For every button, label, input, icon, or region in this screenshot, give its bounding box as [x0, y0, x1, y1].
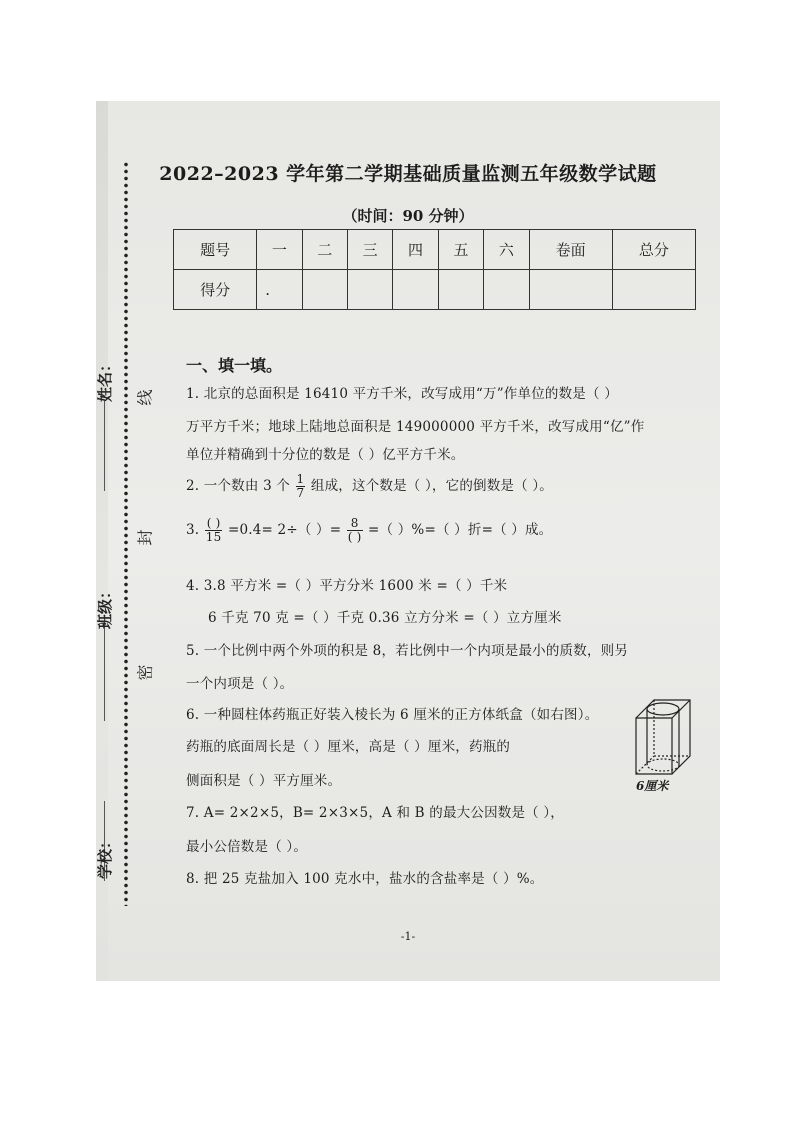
q6-line1: 6. 一种圆柱体药瓶正好装入棱长为 6 厘米的正方体纸盒（如右图）。: [186, 707, 599, 723]
q2-fraction-numerator: 1: [296, 472, 305, 486]
q5-line2: 一个内项是（ ）。: [186, 676, 294, 692]
school-label: 学校：: [96, 833, 115, 880]
q2: [186, 473, 553, 500]
q3-middle: =0.4= 2÷（ ）=: [227, 522, 342, 538]
score-cell[interactable]: [347, 270, 392, 310]
score-cell[interactable]: [302, 270, 347, 310]
binding-line-name: [104, 401, 105, 491]
page-number: -1-: [400, 930, 416, 943]
q3-fraction-2: [347, 517, 363, 544]
q2-fraction: [296, 473, 306, 500]
exam-time: （时间：90 分钟）: [342, 207, 474, 225]
exam-title: 2022–2023 学年第二学期基础质量监测五年级数学试题: [159, 163, 657, 185]
q1-line2: 万平方千米；地球上陆地总面积是 149000000 平方千米，改写成用“亿”作: [186, 419, 645, 435]
score-header-cell: 三: [347, 230, 392, 270]
score-header-cell: 一: [257, 230, 302, 270]
cube-cylinder-figure: [632, 696, 694, 776]
score-cell[interactable]: [393, 270, 438, 310]
binding-char-line: 线: [135, 389, 155, 406]
score-table: [173, 229, 696, 310]
q1-line3: 单位并精确到十分位的数是（ ）亿平方千米。: [186, 447, 465, 463]
cube-top-edge: [672, 700, 690, 718]
score-header-cell: 题号: [174, 230, 257, 270]
binding-char-seal: 封: [135, 529, 155, 546]
q3-fraction-2-denominator: ( ): [347, 530, 362, 544]
score-cell[interactable]: [612, 270, 695, 310]
score-header-cell: 五: [438, 230, 483, 270]
cylinder-top: [647, 703, 679, 715]
q4-line1: 4. 3.8 平方米 =（ ）平方分米 1600 米 =（ ）千米: [186, 578, 508, 594]
cube-edge-label: 6厘米: [636, 779, 669, 793]
class-label: 班级：: [96, 583, 115, 630]
score-cell[interactable]: [529, 270, 612, 310]
q4-line2: 6 千克 70 克 =（ ）千克 0.36 立方分米 =（ ）立方厘米: [208, 610, 562, 626]
score-row-label: 得分: [174, 270, 257, 310]
score-table-header-row: [174, 230, 696, 270]
score-header-cell: 卷面: [529, 230, 612, 270]
q3-fraction-2-numerator: 8: [347, 517, 363, 531]
q3-fraction-1: [205, 517, 223, 544]
cube-hidden-edge-1: [636, 756, 654, 774]
q2-fraction-denominator: 7: [296, 486, 305, 500]
score-header-cell: 四: [393, 230, 438, 270]
cube-back-edges: [636, 700, 690, 774]
cylinder-bottom: [647, 759, 679, 771]
q3-prefix: 3.: [186, 522, 200, 538]
score-cell[interactable]: [438, 270, 483, 310]
score-cell[interactable]: [484, 270, 529, 310]
q6-line2: 药瓶的底面周长是（ ）厘米，高是（ ）厘米，药瓶的: [186, 739, 511, 755]
binding-char-secret: 密: [135, 664, 155, 681]
name-label: 姓名：: [96, 356, 115, 403]
score-cell[interactable]: .: [257, 270, 302, 310]
q5-line1: 5. 一个比例中两个外项的积是 8，若比例中一个内项是最小的质数，则另: [186, 643, 629, 659]
exam-photo: [96, 101, 720, 981]
q2-text-start: 2. 一个数由 3 个: [186, 478, 291, 494]
q1-line1: 1. 北京的总面积是 16410 平方千米，改写成用“万”作单位的数是（ ）: [186, 386, 618, 402]
q3-fraction-1-denominator: 15: [205, 530, 222, 544]
q2-text-end: 组成，这个数是（ ），它的倒数是（ ）。: [310, 478, 553, 494]
q6-line3: 侧面积是（ ）平方厘米。: [186, 773, 342, 789]
q3-text-end: =（ ）%=（ ）折=（ ）成。: [368, 522, 553, 538]
score-header-cell: 二: [302, 230, 347, 270]
section-heading: 一、填一填。: [186, 356, 283, 375]
score-table-score-row: [174, 270, 696, 310]
q3: [186, 517, 552, 544]
q3-fraction-1-numerator: ( ): [206, 516, 221, 530]
score-header-cell: 总分: [612, 230, 695, 270]
binding-line-class: [104, 621, 105, 721]
q7-line1: 7. A= 2×2×5，B= 2×3×5，A 和 B 的最大公因数是（ ），: [186, 805, 565, 821]
q7-line2: 最小公倍数是（ ）。: [186, 839, 308, 855]
binding-dotted-line: [124, 161, 128, 906]
q8: 8. 把 25 克盐加入 100 克水中，盐水的含盐率是（ ）%。: [186, 871, 544, 887]
score-header-cell: 六: [484, 230, 529, 270]
